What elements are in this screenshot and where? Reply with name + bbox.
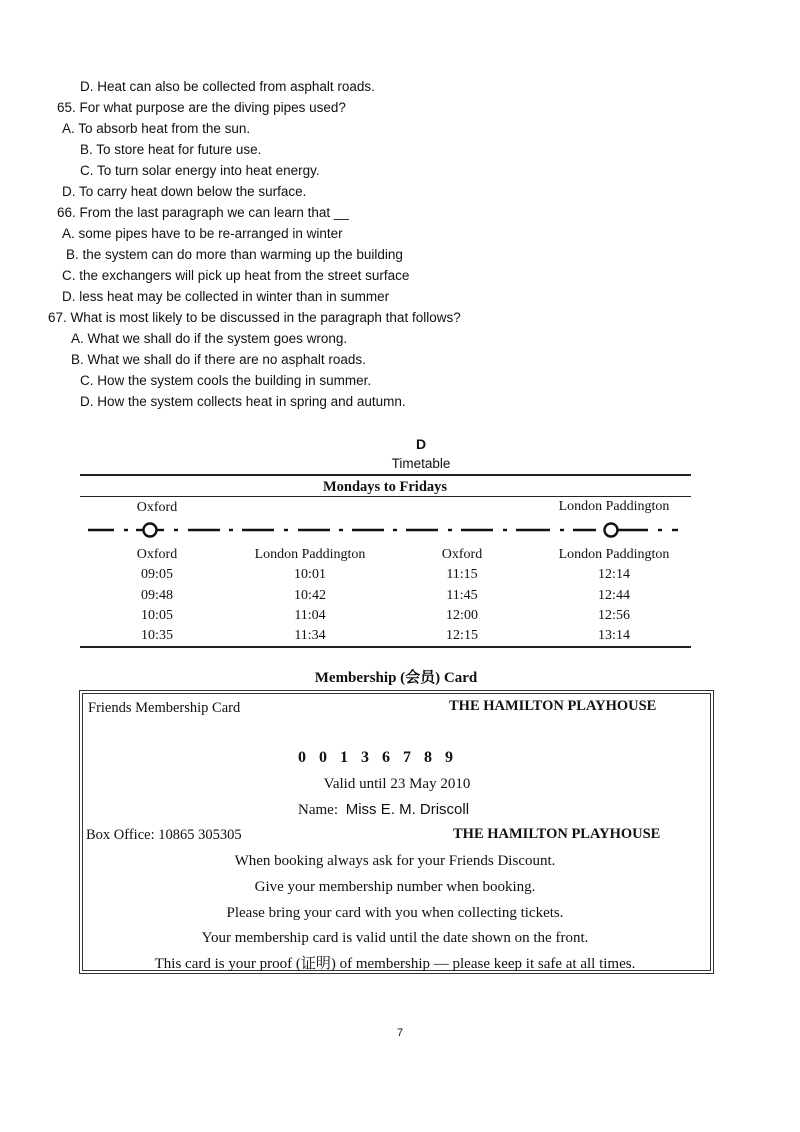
name-value: Miss E. M. Driscoll xyxy=(345,801,470,818)
q66-option-c: C. the exchangers will pick up heat from the street surface xyxy=(62,268,410,283)
route-line-graphic xyxy=(88,520,682,540)
membership-title: Membership (会员) Card xyxy=(314,670,478,686)
timetable-heading: Mondays to Fridays xyxy=(322,479,448,495)
q65-option-d: D. To carry heat down below the surface. xyxy=(62,184,307,199)
timetable-label: Timetable xyxy=(391,456,451,471)
q67-option-d: D. How the system collects heat in spring and autumn. xyxy=(80,394,406,409)
q64-option-d: D. Heat can also be collected from asphalt roads. xyxy=(80,79,375,94)
column-header-1: London Paddington xyxy=(254,547,366,562)
time-cell: 11:45 xyxy=(446,588,478,603)
time-cell: 12:15 xyxy=(446,628,478,643)
card-rule-line: Your membership card is valid until the date shown on the front. xyxy=(201,930,589,946)
q66-option-d: D. less heat may be collected in winter than in summer xyxy=(62,289,390,304)
box-office: Box Office: 10865 305305 xyxy=(86,827,242,843)
route-end-label: London Paddington xyxy=(558,499,670,514)
playhouse-name-back: THE HAMILTON PLAYHOUSE xyxy=(453,826,661,842)
card-rule-line: When booking always ask for your Friends Discount. xyxy=(234,853,556,869)
time-cell: 09:05 xyxy=(141,567,173,582)
q67-option-b: B. What we shall do if there are no asphalt roads. xyxy=(71,352,366,367)
time-cell: 11:34 xyxy=(294,628,326,643)
card-front-label: Friends Membership Card xyxy=(88,700,241,716)
member-name xyxy=(298,801,469,819)
q65-option-b: B. To store heat for future use. xyxy=(80,142,262,157)
route-start-label: Oxford xyxy=(136,500,178,515)
playhouse-name: THE HAMILTON PLAYHOUSE xyxy=(449,698,657,714)
time-cell: 11:15 xyxy=(446,567,478,582)
page-number: 7 xyxy=(396,1027,404,1039)
time-cell: 10:42 xyxy=(294,588,326,603)
section-letter: D xyxy=(415,436,427,452)
q66-stem: 66. From the last paragraph we can learn that __ xyxy=(57,205,349,220)
name-label: Name: xyxy=(298,802,338,818)
time-cell: 09:48 xyxy=(141,588,173,603)
valid-until: Valid until 23 May 2010 xyxy=(323,776,471,792)
q67-option-a: A. What we shall do if the system goes wrong. xyxy=(71,331,348,346)
membership-number: 00136789 xyxy=(298,749,466,766)
time-cell: 11:04 xyxy=(294,608,326,623)
card-rule-line: Please bring your card with you when collecting tickets. xyxy=(226,905,564,921)
time-cell: 12:56 xyxy=(598,608,630,623)
time-cell: 10:35 xyxy=(141,628,173,643)
card-rule-line: Give your membership number when booking. xyxy=(254,879,536,895)
time-cell: 10:05 xyxy=(141,608,173,623)
time-cell: 12:44 xyxy=(598,588,630,603)
time-cell: 13:14 xyxy=(598,628,630,643)
q66-option-a: A. some pipes have to be re-arranged in winter xyxy=(62,226,343,241)
q65-option-c: C. To turn solar energy into heat energy. xyxy=(80,163,320,178)
timetable-heading-rule xyxy=(80,496,691,497)
card-rule-line: This card is your proof (证明) of membership — please keep it safe at all times. xyxy=(154,956,636,972)
q66-option-b: B. the system can do more than warming up the building xyxy=(66,247,403,262)
q65-option-a: A. To absorb heat from the sun. xyxy=(62,121,251,136)
column-header-2: Oxford xyxy=(441,547,483,562)
column-header-3: London Paddington xyxy=(558,547,670,562)
timetable-bottom-rule xyxy=(80,646,691,648)
time-cell: 12:14 xyxy=(598,567,630,582)
column-header-0: Oxford xyxy=(136,547,178,562)
time-cell: 10:01 xyxy=(294,567,326,582)
time-cell: 12:00 xyxy=(446,608,478,623)
timetable-top-rule xyxy=(80,474,691,476)
q67-option-c: C. How the system cools the building in summer. xyxy=(80,373,372,388)
q67-stem: 67. What is most likely to be discussed in the paragraph that follows? xyxy=(48,310,461,325)
q65-stem: 65. For what purpose are the diving pipes used? xyxy=(57,100,346,115)
